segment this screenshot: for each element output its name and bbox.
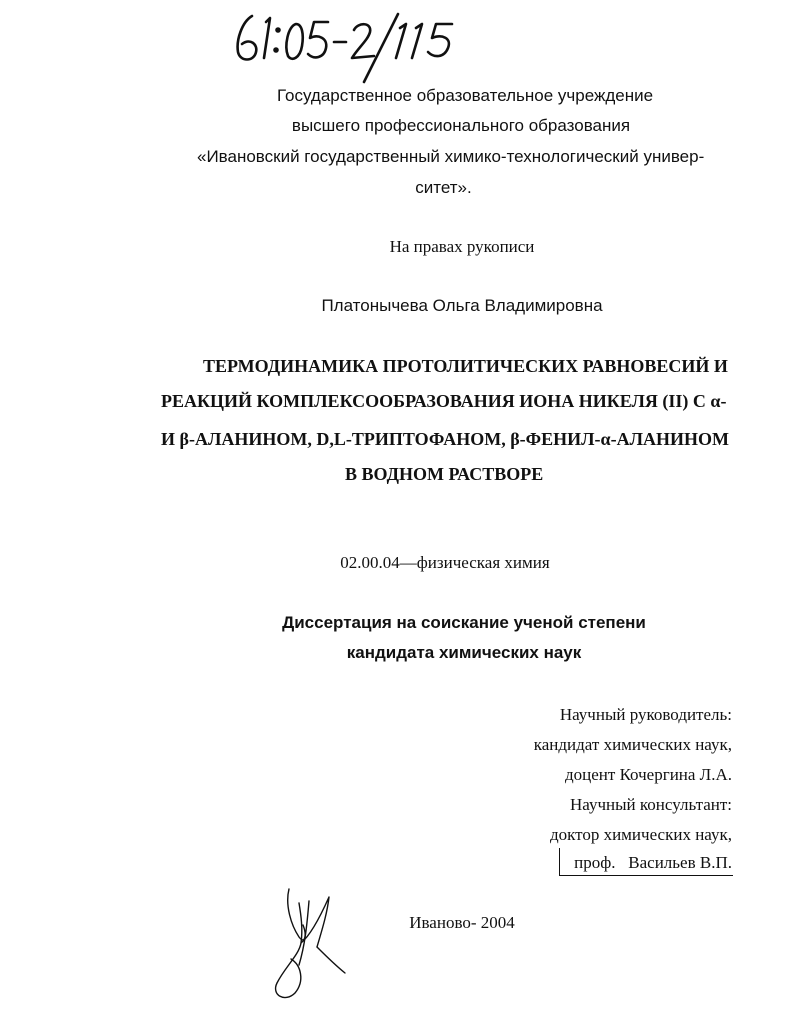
institution-line-2: высшего профессионального образования [291,116,631,135]
author-name: Платонычева Ольга Владимировна [321,296,603,315]
city-year: Иваново- 2004 [409,913,515,932]
degree-line-1: Диссертация на соискание ученой степени [282,613,646,632]
institution-line-1: Государственное образовательное учреждение [276,86,654,105]
title-line-1: ТЕРМОДИНАМИКА ПРОТОЛИТИЧЕСКИХ РАВНОВЕСИЙ И [203,356,728,376]
institution-line-3: «Ивановский государственный химико-технологический универ- [197,147,705,166]
degree-line-2: кандидата химических наук [346,643,582,662]
handwritten-signature [255,885,350,1005]
supervisor-name: доцент Кочергина Л.А. [565,765,732,784]
title-line-2: РЕАКЦИЙ КОМПЛЕКСООБРАЗОВАНИЯ ИОНА НИКЕЛЯ (II) С α- [161,391,727,411]
manuscript-note: На правах рукописи [389,237,535,256]
institution-line-4: ситет». [415,178,472,197]
title-line-4: В ВОДНОМ РАСТВОРЕ [345,464,544,484]
specialty-code: 02.00.04—физическая химия [340,553,550,572]
supervisor-degree: кандидат химических наук, [533,735,732,754]
title-line-3: И β-АЛАНИНОМ, D,L-ТРИПТОФАНОМ, β-ФЕНИЛ-α-АЛАНИНОМ [161,429,729,449]
consultant-name: проф. Васильев В.П. [574,853,732,872]
consultant-heading: Научный консультант: [570,795,732,814]
consultant-degree: доктор химических наук, [549,825,732,844]
handwritten-archive-mark [230,6,480,86]
supervisor-heading: Научный руководитель: [559,705,732,724]
